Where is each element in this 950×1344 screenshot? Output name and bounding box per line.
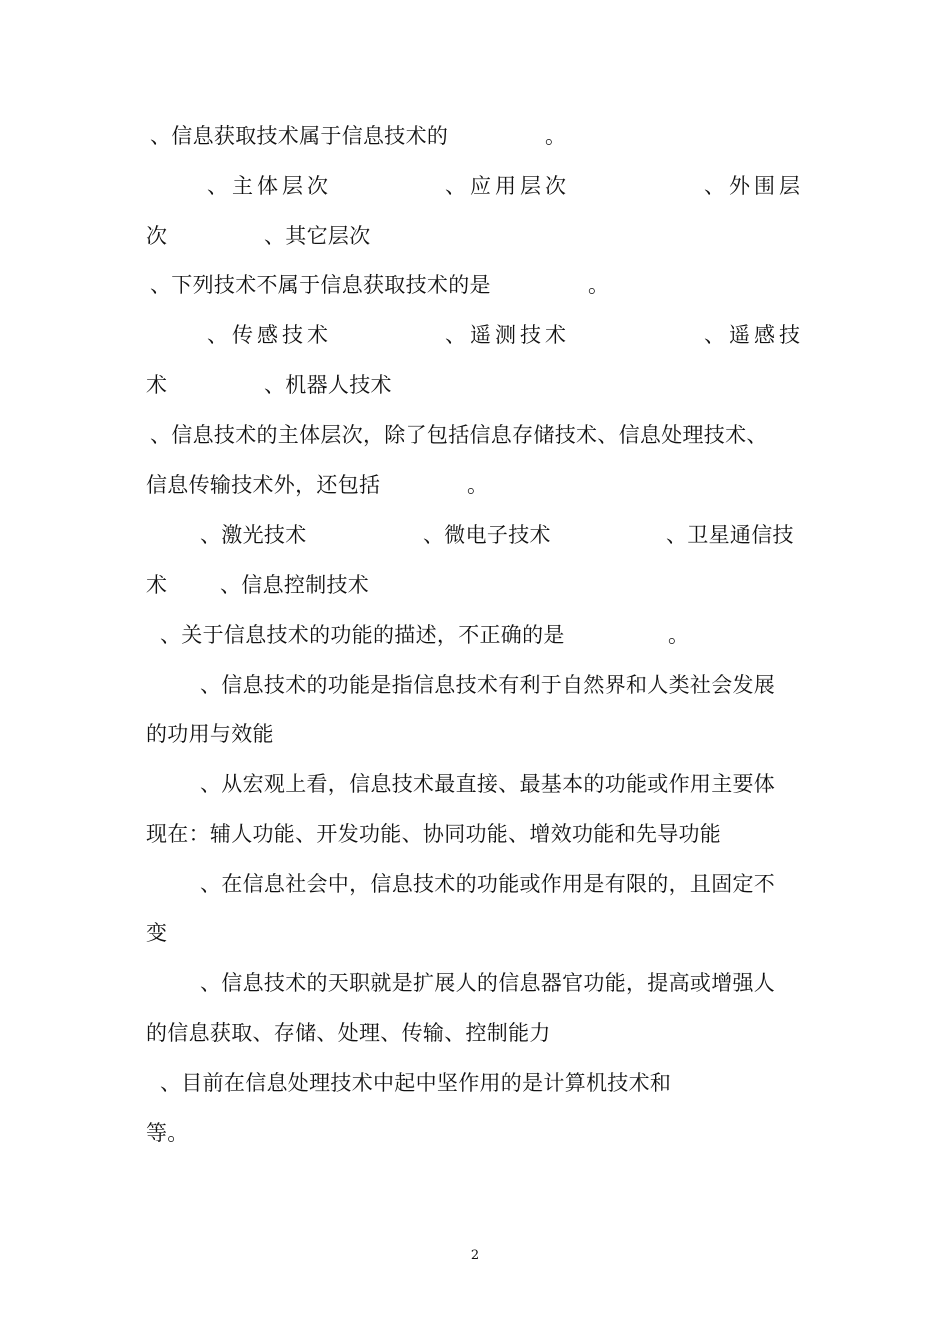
- q3-stem-line1: 、信息技术的主体层次，除了包括信息存储技术、信息处理技术、: [150, 423, 768, 447]
- q2-option-c-continued: 术: [146, 373, 168, 397]
- q4-option-a-line2: 的功用与效能: [146, 722, 274, 746]
- q1-option-b: 、应用层次: [445, 174, 570, 198]
- q2-option-c: 、遥感技: [704, 323, 804, 347]
- q4-option-a-line1: 、信息技术的功能是指信息技术有利于自然界和人类社会发展: [200, 673, 776, 697]
- q4-stem: 、关于信息技术的功能的描述，不正确的是: [160, 623, 565, 647]
- q2-option-b: 、遥测技术: [445, 323, 570, 347]
- q3-option-d: 、信息控制技术: [220, 573, 370, 597]
- q4-option-c-line1: 、在信息社会中，信息技术的功能或作用是有限的，且固定不: [200, 872, 776, 896]
- q4-option-b-line1: 、从宏观上看，信息技术最直接、最基本的功能或作用主要体: [200, 772, 776, 796]
- q5-stem-line2: 等。: [146, 1121, 189, 1145]
- q1-stem-end: 。: [545, 124, 567, 148]
- q3-option-c-continued: 术: [146, 573, 168, 597]
- page-number: 2: [470, 1248, 480, 1263]
- q1-option-d: 、其它层次: [264, 224, 371, 248]
- q4-option-c-line2: 变: [146, 921, 168, 945]
- q5-stem-line1: 、目前在信息处理技术中起中坚作用的是计算机技术和: [160, 1071, 672, 1095]
- q1-option-c: 、外围层: [704, 174, 804, 198]
- q3-option-b: 、微电子技术: [423, 523, 551, 547]
- q2-stem-end: 。: [588, 273, 610, 297]
- q3-stem-end: 。: [467, 473, 489, 497]
- q4-stem-end: 。: [668, 623, 690, 647]
- q1-option-a: 、主体层次: [207, 174, 332, 198]
- q3-option-c: 、卫星通信技: [666, 523, 794, 547]
- q2-option-d: 、机器人技术: [264, 373, 392, 397]
- q4-option-d-line2: 的信息获取、存储、处理、传输、控制能力: [146, 1021, 551, 1045]
- q2-option-a: 、传感技术: [207, 323, 332, 347]
- q1-stem: 、信息获取技术属于信息技术的: [150, 124, 449, 148]
- q4-option-b-line2: 现在：辅人功能、开发功能、协同功能、增效功能和先导功能: [146, 822, 722, 846]
- q1-option-c-continued: 次: [146, 224, 168, 248]
- q2-stem: 、下列技术不属于信息获取技术的是: [150, 273, 491, 297]
- q3-option-a: 、激光技术: [200, 523, 307, 547]
- q3-stem-line2: 信息传输技术外，还包括: [146, 473, 381, 497]
- q4-option-d-line1: 、信息技术的天职就是扩展人的信息器官功能，提高或增强人: [200, 971, 776, 995]
